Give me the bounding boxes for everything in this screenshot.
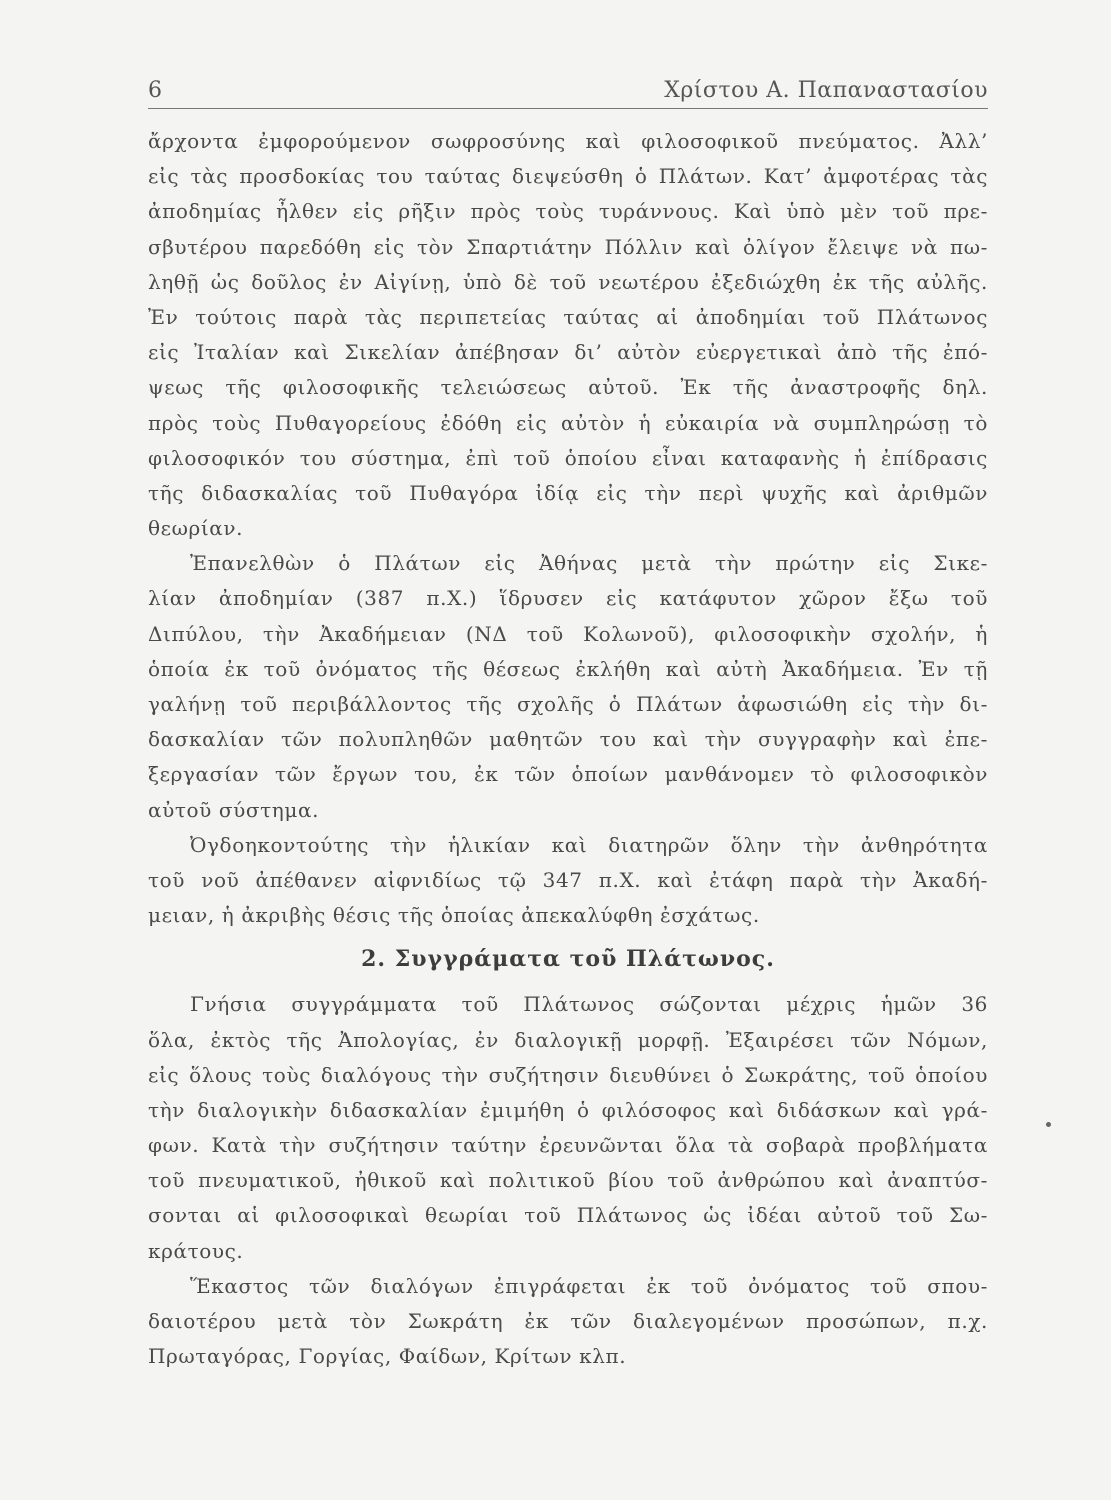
text-line: εἰς Ἰταλίαν καὶ Σικελίαν ἀπέβησαν δι’ αὐτὸν εὐεργετικαὶ ἀπὸ τῆς ἐπό-	[148, 340, 988, 365]
text-line: ἄρχοντα ἐμφορούμενον σωφροσύνης καὶ φιλοσοφικοῦ πνεύματος. Ἀλλ’	[148, 129, 988, 153]
text-line: μειαν, ἡ ἀκριβὴς θέσις τῆς ὁποίας ἀπεκαλύφθη ἐσχάτως.	[148, 903, 760, 928]
text-line: Γνήσια συγγράμματα τοῦ Πλάτωνος σώζονται μέχρις ἡμῶν 36	[190, 992, 988, 1017]
text-line: ὁποία ἐκ τοῦ ὀνόματος τῆς θέσεως ἐκλήθη καὶ αὐτὴ Ἀκαδήμεια. Ἐν τῇ	[148, 656, 988, 681]
text-line: τοῦ πνευματικοῦ, ἠθικοῦ καὶ πολιτικοῦ βίου τοῦ ἀνθρώπου καὶ ἀναπτύσ-	[148, 1168, 988, 1193]
text-line: φιλοσοφικόν του σύστημα, ἐπὶ τοῦ ὁποίου εἶναι καταφανὴς ἡ ἐπίδρασις	[148, 445, 988, 470]
text-line: ληθῇ ὡς δοῦλος ἐν Αἰγίνῃ, ὑπὸ δὲ τοῦ νεωτέρου ἐξεδιώχθη ἐκ τῆς αὐλῆς.	[148, 269, 988, 294]
page-header	[148, 78, 988, 109]
text-line: τῆς διδασκαλίας τοῦ Πυθαγόρα ἰδίᾳ εἰς τὴν περὶ ψυχῆς καὶ ἀριθμῶν	[148, 480, 988, 505]
text-line: δαιοτέρου μετὰ τὸν Σωκράτη ἐκ τῶν διαλεγομένων προσώπων, π.χ.	[148, 1309, 988, 1333]
text-line: αὐτοῦ σύστημα.	[148, 797, 320, 822]
text-line: σονται αἱ φιλοσοφικαὶ θεωρίαι τοῦ Πλάτωνος ὡς ἰδέαι αὐτοῦ τοῦ Σω-	[148, 1203, 988, 1228]
text-line: πρὸς τοὺς Πυθαγορείους ἐδόθη εἰς αὐτὸν ἡ εὐκαιρία νὰ συμπληρώσῃ τὸ	[148, 410, 988, 435]
text-line: Ἐν τούτοις παρὰ τὰς περιπετείας ταύτας αἱ ἀποδημίαι τοῦ Πλάτωνος	[148, 304, 988, 329]
text-line: εἰς τὰς προσδοκίας του ταύτας διεψεύσθη ὁ Πλάτων. Κατ’ ἀμφοτέρας τὰς	[148, 164, 988, 189]
text-line: ξεργασίαν τῶν ἔργων του, ἐκ τῶν ὁποίων μανθάνομεν τὸ φιλοσοφικὸν	[148, 762, 988, 787]
text-line: θεωρίαν.	[148, 516, 244, 541]
text-line: δασκαλίαν τῶν πολυπληθῶν μαθητῶν του καὶ τὴν συγγραφὴν καὶ ἐπε-	[148, 727, 988, 752]
paragraph-5	[148, 1269, 988, 1375]
text-line: λίαν ἀποδημίαν (387 π.Χ.) ἵδρυσεν εἰς κατάφυτον χῶρον ἔξω τοῦ	[148, 586, 988, 611]
paragraph-1	[148, 124, 988, 546]
text-line: Ὀγδοηκοντούτης τὴν ἡλικίαν καὶ διατηρῶν ὅλην τὴν ἀνθηρότητα	[190, 832, 988, 857]
text-line: γαλήνῃ τοῦ περιβάλλοντος τῆς σχολῆς ὁ Πλάτων ἀφωσιώθη εἰς τὴν δι-	[148, 692, 988, 716]
text-line: Πρωταγόρας, Γοργίας, Φαίδων, Κρίτων κλπ.	[148, 1344, 627, 1369]
text-line: Ἕκαστος τῶν διαλόγων ἐπιγράφεται ἐκ τοῦ ὀνόματος τοῦ σπου-	[190, 1273, 988, 1298]
margin-speck	[1046, 1122, 1051, 1127]
paragraph-4	[148, 987, 988, 1269]
text-line: κράτους.	[148, 1238, 244, 1263]
paragraph-3	[148, 828, 988, 934]
page-number: 6	[148, 78, 162, 103]
section-heading: 2. Συγγράματα τοῦ Πλάτωνος.	[361, 946, 775, 973]
text-line: τὴν διαλογικὴν διδασκαλίαν ἐμιμήθη ὁ φιλόσοφος καὶ διδάσκων καὶ γρά-	[148, 1097, 988, 1122]
text-line: ψεως τῆς φιλοσοφικῆς τελειώσεως αὐτοῦ. Ἐκ τῆς ἀναστροφῆς δηλ.	[148, 375, 988, 400]
text-line: φων. Κατὰ τὴν συζήτησιν ταύτην ἐρευνῶνται ὅλα τὰ σοβαρὰ προβλήματα	[148, 1133, 988, 1158]
text-line: ὅλα, ἐκτὸς τῆς Ἀπολογίας, ἐν διαλογικῇ μορφῇ. Ἐξαιρέσει τῶν Νόμων,	[148, 1027, 988, 1052]
text-line: τοῦ νοῦ ἀπέθανεν αἰφνιδίως τῷ 347 π.Χ. καὶ ἐτάφη παρὰ τὴν Ἀκαδή-	[148, 867, 988, 892]
text-line: Ἐπανελθὼν ὁ Πλάτων εἰς Ἀθήνας μετὰ τὴν πρώτην εἰς Σικε-	[190, 551, 988, 576]
text-line: Διπύλου, τὴν Ἀκαδήμειαν (ΝΔ τοῦ Κολωνοῦ), φιλοσοφικὴν σχολήν, ἡ	[148, 621, 988, 646]
running-head: Χρίστου Α. Παπαναστασίου	[664, 78, 988, 103]
body-text	[148, 124, 988, 1374]
text-line: εἰς ὅλους τοὺς διαλόγους τὴν συζήτησιν διευθύνει ὁ Σωκράτης, τοῦ ὁποίου	[148, 1062, 988, 1087]
text-line: σβυτέρου παρεδόθη εἰς τὸν Σπαρτιάτην Πόλλιν καὶ ὀλίγον ἔλειψε νὰ πω-	[148, 234, 988, 259]
paragraph-2	[148, 546, 988, 828]
text-line: ἀποδημίας ἦλθεν εἰς ρῆξιν πρὸς τοὺς τυράννους. Καὶ ὑπὸ μὲν τοῦ πρε-	[148, 199, 988, 224]
